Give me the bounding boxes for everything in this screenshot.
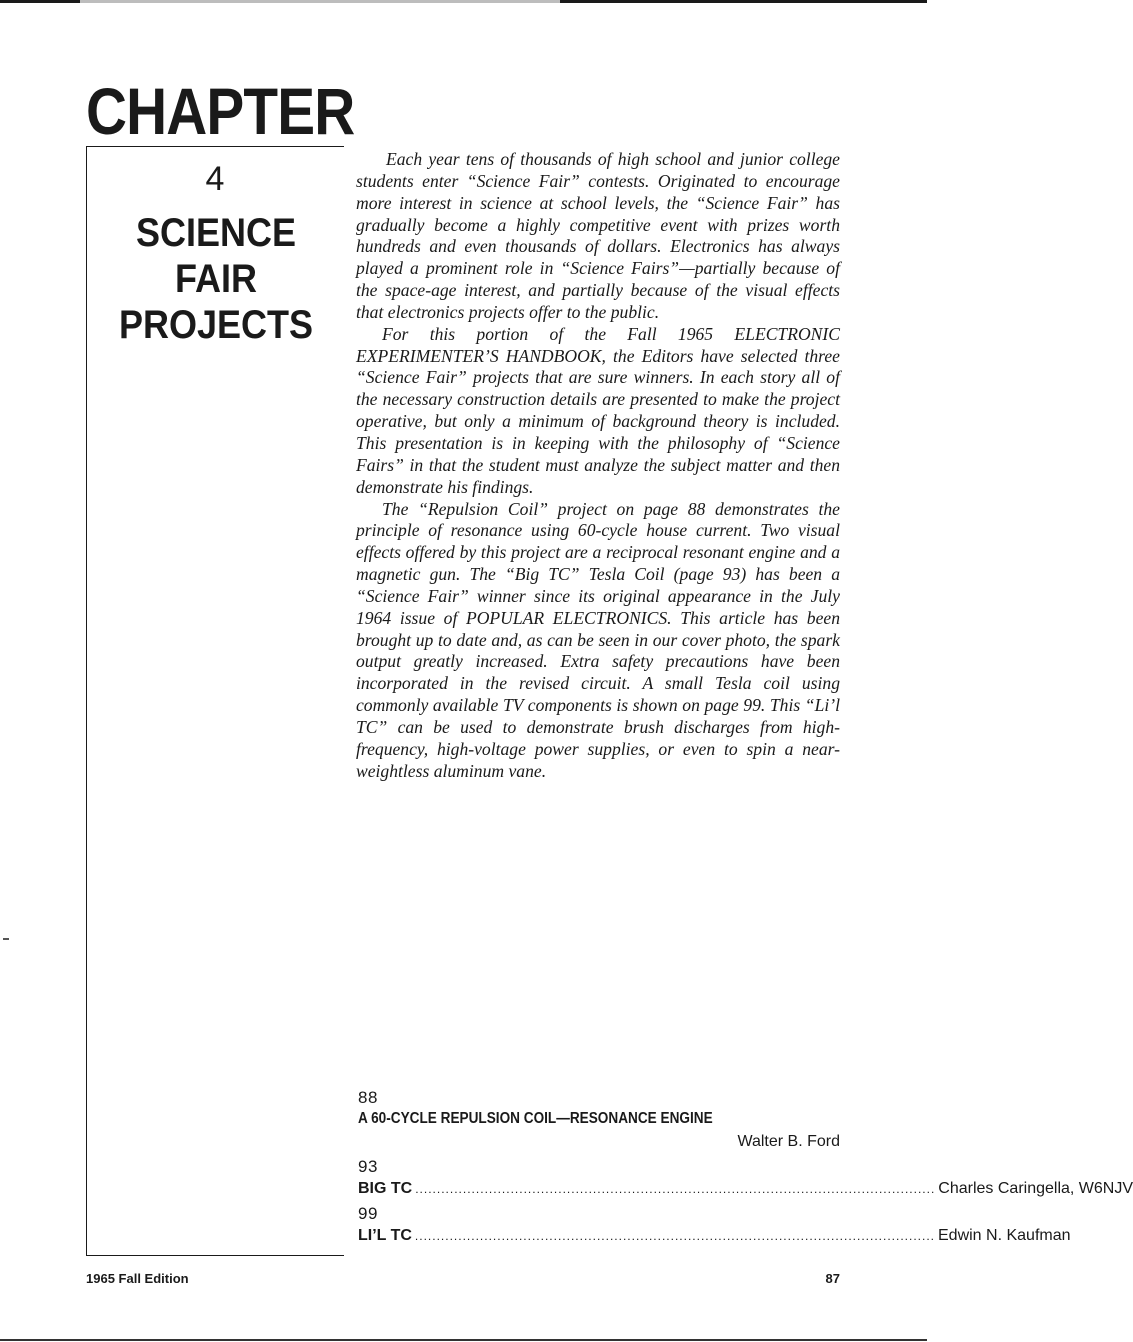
page-number: 87 [825,1271,840,1286]
top-rule-shade [80,0,560,3]
toc-entry[interactable] [358,1088,840,1154]
chapter-title [88,210,344,348]
toc-author: Walter B. Ford [737,1133,840,1150]
edition-label: 1965 Fall Edition [86,1271,189,1286]
intro-text [356,149,840,782]
chapter-number: 4 [205,160,225,198]
toc-title: A 60-CYCLE REPULSION COIL—RESONANCE ENGINE [358,1110,713,1127]
intro-paragraph: The “Repulsion Coil” project on page 88 demonstrates the principle of resonance using 60-cycle house current. Two visual effects offered by this project are a reciprocal resonant engine and a magnetic gun. The “Big TC” Tesla Coil (page 93) has been a “Science Fair” winner since its original appearance in the July 1964 issue of POPULAR ELECTRONICS. This article has been brought up to date and, as can be seen in our cover photo, the spark output greatly increased. Extra safety precautions have been incorporated in the revised circuit. A small Tesla coil using commonly available TV components is shown on page 99. This “Li’l TC” can be used to demonstrate brush discharges from high-frequency, high-voltage power supplies, or even to spin a near-weightless aluminum vane. [356,498,840,781]
toc-entry[interactable] [358,1204,1071,1248]
intro-paragraph: For this portion of the Fall 1965 ELECTRONIC EXPERIMENTER’S HANDBOOK, the Editors have selected three “Science Fair” projects that are sure winners. In each story all of the necessary construction details are presented to make the project operative, but only a minimum of background theory is included. This presentation is in keeping with the philosophy of “Science Fairs” in that the student must analyze the subject matter and then demonstrate his findings. [356,323,840,497]
dot-leader: ........................................................................................................................ [414,1229,935,1243]
bottom-rule [0,1339,927,1341]
chapter-title-line: SCIENCE [135,211,297,255]
toc-author: Charles Caringella, W6NJV [938,1180,1133,1197]
table-of-contents [358,1088,1133,1251]
toc-line [358,1177,1133,1201]
toc-line [358,1224,1071,1248]
margin-mark [3,938,9,940]
chapter-heading: CHAPTER [86,74,355,148]
toc-author: Edwin N. Kaufman [938,1227,1071,1244]
toc-page-number: 88 [358,1088,378,1107]
toc-page-number: 99 [358,1204,378,1223]
toc-title: BIG TC [358,1180,413,1197]
dot-leader: ........................................................................................................................ [415,1182,936,1196]
toc-entry[interactable] [358,1157,1133,1201]
chapter-title-line: FAIR [174,257,258,301]
toc-page-number: 93 [358,1157,378,1176]
intro-paragraph: Each year tens of thousands of high school and junior college students enter “Science Fair” contests. Originated to encourage more interest in science at school levels, the “Science Fair” has gradually become a highly competitive event with prizes worth hundreds and even thousands of dollars. Electronics has always played a prominent role in “Science Fairs”—partially because of the space-age interest, and partially because of the visual effects that electronics projects offer to the public. [356,149,840,322]
chapter-title-line: PROJECTS [118,303,314,347]
toc-title: LI’L TC [358,1227,412,1244]
